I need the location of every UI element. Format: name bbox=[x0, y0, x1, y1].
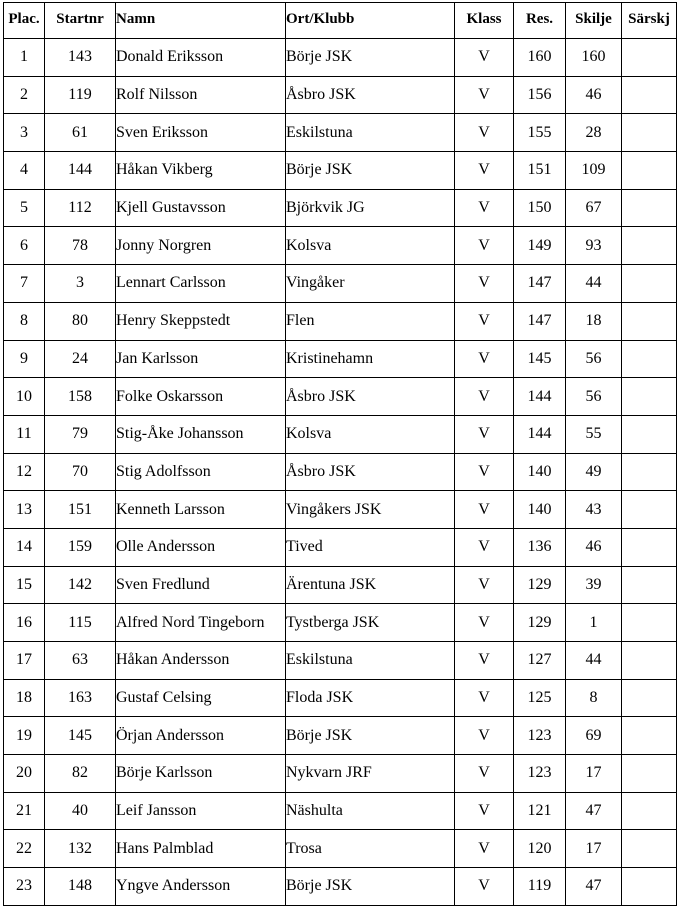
cell-namn: Hans Palmblad bbox=[116, 830, 286, 868]
cell-klass: V bbox=[455, 717, 514, 755]
cell-klass: V bbox=[455, 453, 514, 491]
cell-plac: 20 bbox=[4, 755, 45, 793]
cell-ort-klubb: Flen bbox=[286, 302, 455, 340]
cell-klass: V bbox=[455, 868, 514, 906]
table-row bbox=[4, 604, 677, 642]
cell-skilje: 69 bbox=[566, 717, 622, 755]
table-row bbox=[4, 76, 677, 114]
cell-klass: V bbox=[455, 265, 514, 303]
cell-res: 125 bbox=[514, 679, 566, 717]
cell-startnr: 115 bbox=[45, 604, 116, 642]
cell-sarskj bbox=[622, 792, 677, 830]
table-row bbox=[4, 152, 677, 190]
cell-namn: Håkan Vikberg bbox=[116, 152, 286, 190]
header-plac: Plac. bbox=[4, 3, 45, 39]
cell-skilje: 109 bbox=[566, 152, 622, 190]
table-row bbox=[4, 189, 677, 227]
cell-sarskj bbox=[622, 340, 677, 378]
cell-skilje: 160 bbox=[566, 39, 622, 77]
cell-startnr: 40 bbox=[45, 792, 116, 830]
cell-startnr: 63 bbox=[45, 642, 116, 680]
cell-startnr: 163 bbox=[45, 679, 116, 717]
cell-plac: 19 bbox=[4, 717, 45, 755]
cell-sarskj bbox=[622, 378, 677, 416]
cell-namn: Leif Jansson bbox=[116, 792, 286, 830]
cell-sarskj bbox=[622, 152, 677, 190]
cell-ort-klubb: Nykvarn JRF bbox=[286, 755, 455, 793]
cell-res: 147 bbox=[514, 265, 566, 303]
table-row bbox=[4, 528, 677, 566]
cell-klass: V bbox=[455, 491, 514, 529]
table-row bbox=[4, 39, 677, 77]
cell-plac: 23 bbox=[4, 868, 45, 906]
cell-skilje: 47 bbox=[566, 868, 622, 906]
cell-startnr: 142 bbox=[45, 566, 116, 604]
cell-startnr: 24 bbox=[45, 340, 116, 378]
table-row bbox=[4, 792, 677, 830]
cell-res: 127 bbox=[514, 642, 566, 680]
cell-startnr: 132 bbox=[45, 830, 116, 868]
cell-skilje: 18 bbox=[566, 302, 622, 340]
cell-ort-klubb: Floda JSK bbox=[286, 679, 455, 717]
cell-namn: Sven Fredlund bbox=[116, 566, 286, 604]
cell-ort-klubb: Vingåkers JSK bbox=[286, 491, 455, 529]
cell-plac: 4 bbox=[4, 152, 45, 190]
cell-plac: 17 bbox=[4, 642, 45, 680]
header-namn: Namn bbox=[116, 3, 286, 39]
cell-klass: V bbox=[455, 76, 514, 114]
cell-ort-klubb: Åsbro JSK bbox=[286, 378, 455, 416]
cell-skilje: 44 bbox=[566, 265, 622, 303]
cell-klass: V bbox=[455, 189, 514, 227]
cell-sarskj bbox=[622, 453, 677, 491]
cell-res: 123 bbox=[514, 717, 566, 755]
cell-res: 136 bbox=[514, 528, 566, 566]
cell-skilje: 44 bbox=[566, 642, 622, 680]
cell-sarskj bbox=[622, 830, 677, 868]
cell-plac: 9 bbox=[4, 340, 45, 378]
table-row bbox=[4, 868, 677, 906]
cell-namn: Sven Eriksson bbox=[116, 114, 286, 152]
cell-klass: V bbox=[455, 830, 514, 868]
cell-plac: 21 bbox=[4, 792, 45, 830]
cell-sarskj bbox=[622, 491, 677, 529]
cell-namn: Yngve Andersson bbox=[116, 868, 286, 906]
cell-res: 149 bbox=[514, 227, 566, 265]
cell-startnr: 151 bbox=[45, 491, 116, 529]
cell-res: 144 bbox=[514, 415, 566, 453]
cell-ort-klubb: Vingåker bbox=[286, 265, 455, 303]
cell-namn: Örjan Andersson bbox=[116, 717, 286, 755]
table-row bbox=[4, 717, 677, 755]
cell-skilje: 28 bbox=[566, 114, 622, 152]
cell-namn: Stig-Åke Johansson bbox=[116, 415, 286, 453]
header-ort-klubb: Ort/Klubb bbox=[286, 3, 455, 39]
cell-namn: Jonny Norgren bbox=[116, 227, 286, 265]
cell-sarskj bbox=[622, 755, 677, 793]
cell-startnr: 112 bbox=[45, 189, 116, 227]
cell-ort-klubb: Åsbro JSK bbox=[286, 453, 455, 491]
header-row bbox=[4, 3, 677, 39]
table-row bbox=[4, 415, 677, 453]
table-row bbox=[4, 830, 677, 868]
table-row bbox=[4, 755, 677, 793]
cell-namn: Gustaf Celsing bbox=[116, 679, 286, 717]
cell-ort-klubb: Tystberga JSK bbox=[286, 604, 455, 642]
cell-ort-klubb: Kolsva bbox=[286, 415, 455, 453]
cell-klass: V bbox=[455, 378, 514, 416]
cell-res: 155 bbox=[514, 114, 566, 152]
cell-res: 120 bbox=[514, 830, 566, 868]
cell-startnr: 79 bbox=[45, 415, 116, 453]
cell-startnr: 158 bbox=[45, 378, 116, 416]
table-row bbox=[4, 642, 677, 680]
cell-namn: Henry Skeppstedt bbox=[116, 302, 286, 340]
cell-skilje: 67 bbox=[566, 189, 622, 227]
cell-plac: 8 bbox=[4, 302, 45, 340]
cell-res: 147 bbox=[514, 302, 566, 340]
cell-namn: Håkan Andersson bbox=[116, 642, 286, 680]
cell-klass: V bbox=[455, 755, 514, 793]
cell-klass: V bbox=[455, 566, 514, 604]
cell-namn: Kenneth Larsson bbox=[116, 491, 286, 529]
cell-startnr: 80 bbox=[45, 302, 116, 340]
cell-sarskj bbox=[622, 604, 677, 642]
cell-res: 129 bbox=[514, 604, 566, 642]
cell-klass: V bbox=[455, 302, 514, 340]
cell-klass: V bbox=[455, 340, 514, 378]
table-header bbox=[4, 3, 677, 39]
cell-skilje: 55 bbox=[566, 415, 622, 453]
cell-startnr: 3 bbox=[45, 265, 116, 303]
cell-klass: V bbox=[455, 792, 514, 830]
cell-ort-klubb: Björkvik JG bbox=[286, 189, 455, 227]
cell-plac: 6 bbox=[4, 227, 45, 265]
cell-plac: 5 bbox=[4, 189, 45, 227]
cell-res: 140 bbox=[514, 491, 566, 529]
cell-skilje: 43 bbox=[566, 491, 622, 529]
cell-res: 144 bbox=[514, 378, 566, 416]
cell-res: 121 bbox=[514, 792, 566, 830]
cell-sarskj bbox=[622, 265, 677, 303]
cell-sarskj bbox=[622, 566, 677, 604]
table-row bbox=[4, 114, 677, 152]
cell-namn: Rolf Nilsson bbox=[116, 76, 286, 114]
cell-ort-klubb: Kolsva bbox=[286, 227, 455, 265]
cell-klass: V bbox=[455, 642, 514, 680]
cell-plac: 1 bbox=[4, 39, 45, 77]
cell-res: 151 bbox=[514, 152, 566, 190]
header-skilje: Skilje bbox=[566, 3, 622, 39]
header-sarskj: Särskj bbox=[622, 3, 677, 39]
cell-ort-klubb: Eskilstuna bbox=[286, 114, 455, 152]
cell-res: 119 bbox=[514, 868, 566, 906]
cell-startnr: 143 bbox=[45, 39, 116, 77]
cell-ort-klubb: Börje JSK bbox=[286, 39, 455, 77]
cell-plac: 2 bbox=[4, 76, 45, 114]
cell-klass: V bbox=[455, 152, 514, 190]
cell-startnr: 70 bbox=[45, 453, 116, 491]
cell-namn: Lennart Carlsson bbox=[116, 265, 286, 303]
cell-sarskj bbox=[622, 189, 677, 227]
cell-plac: 7 bbox=[4, 265, 45, 303]
cell-klass: V bbox=[455, 114, 514, 152]
cell-ort-klubb: Näshulta bbox=[286, 792, 455, 830]
cell-skilje: 47 bbox=[566, 792, 622, 830]
cell-plac: 10 bbox=[4, 378, 45, 416]
header-klass: Klass bbox=[455, 3, 514, 39]
cell-skilje: 46 bbox=[566, 76, 622, 114]
table-row bbox=[4, 302, 677, 340]
table-row bbox=[4, 491, 677, 529]
cell-plac: 13 bbox=[4, 491, 45, 529]
cell-res: 129 bbox=[514, 566, 566, 604]
cell-namn: Olle Andersson bbox=[116, 528, 286, 566]
cell-skilje: 17 bbox=[566, 830, 622, 868]
cell-sarskj bbox=[622, 302, 677, 340]
cell-plac: 3 bbox=[4, 114, 45, 152]
table-body bbox=[4, 39, 677, 906]
cell-plac: 11 bbox=[4, 415, 45, 453]
cell-sarskj bbox=[622, 528, 677, 566]
cell-skilje: 8 bbox=[566, 679, 622, 717]
cell-skilje: 93 bbox=[566, 227, 622, 265]
cell-namn: Jan Karlsson bbox=[116, 340, 286, 378]
cell-skilje: 49 bbox=[566, 453, 622, 491]
table-row bbox=[4, 340, 677, 378]
cell-startnr: 119 bbox=[45, 76, 116, 114]
cell-plac: 18 bbox=[4, 679, 45, 717]
cell-sarskj bbox=[622, 717, 677, 755]
cell-sarskj bbox=[622, 868, 677, 906]
table-row bbox=[4, 453, 677, 491]
cell-klass: V bbox=[455, 604, 514, 642]
cell-sarskj bbox=[622, 39, 677, 77]
cell-klass: V bbox=[455, 528, 514, 566]
cell-ort-klubb: Eskilstuna bbox=[286, 642, 455, 680]
cell-ort-klubb: Börje JSK bbox=[286, 868, 455, 906]
cell-ort-klubb: Ärentuna JSK bbox=[286, 566, 455, 604]
table-row bbox=[4, 566, 677, 604]
results-table bbox=[3, 2, 677, 906]
table-row bbox=[4, 378, 677, 416]
cell-skilje: 1 bbox=[566, 604, 622, 642]
cell-res: 140 bbox=[514, 453, 566, 491]
cell-namn: Kjell Gustavsson bbox=[116, 189, 286, 227]
cell-namn: Börje Karlsson bbox=[116, 755, 286, 793]
cell-sarskj bbox=[622, 76, 677, 114]
cell-startnr: 82 bbox=[45, 755, 116, 793]
cell-namn: Folke Oskarsson bbox=[116, 378, 286, 416]
cell-sarskj bbox=[622, 642, 677, 680]
cell-plac: 14 bbox=[4, 528, 45, 566]
cell-sarskj bbox=[622, 227, 677, 265]
cell-ort-klubb: Kristinehamn bbox=[286, 340, 455, 378]
cell-startnr: 61 bbox=[45, 114, 116, 152]
cell-plac: 22 bbox=[4, 830, 45, 868]
cell-skilje: 39 bbox=[566, 566, 622, 604]
cell-skilje: 56 bbox=[566, 340, 622, 378]
cell-res: 145 bbox=[514, 340, 566, 378]
cell-res: 150 bbox=[514, 189, 566, 227]
cell-ort-klubb: Åsbro JSK bbox=[286, 76, 455, 114]
cell-startnr: 148 bbox=[45, 868, 116, 906]
cell-namn: Donald Eriksson bbox=[116, 39, 286, 77]
cell-skilje: 17 bbox=[566, 755, 622, 793]
cell-sarskj bbox=[622, 415, 677, 453]
header-startnr: Startnr bbox=[45, 3, 116, 39]
cell-ort-klubb: Börje JSK bbox=[286, 152, 455, 190]
cell-ort-klubb: Tived bbox=[286, 528, 455, 566]
cell-startnr: 78 bbox=[45, 227, 116, 265]
cell-ort-klubb: Trosa bbox=[286, 830, 455, 868]
cell-plac: 16 bbox=[4, 604, 45, 642]
cell-skilje: 56 bbox=[566, 378, 622, 416]
cell-plac: 12 bbox=[4, 453, 45, 491]
header-res: Res. bbox=[514, 3, 566, 39]
cell-ort-klubb: Börje JSK bbox=[286, 717, 455, 755]
cell-klass: V bbox=[455, 679, 514, 717]
cell-sarskj bbox=[622, 679, 677, 717]
table-row bbox=[4, 679, 677, 717]
cell-klass: V bbox=[455, 227, 514, 265]
table-row bbox=[4, 265, 677, 303]
table-row bbox=[4, 227, 677, 265]
cell-namn: Stig Adolfsson bbox=[116, 453, 286, 491]
cell-plac: 15 bbox=[4, 566, 45, 604]
cell-klass: V bbox=[455, 415, 514, 453]
cell-skilje: 46 bbox=[566, 528, 622, 566]
cell-res: 123 bbox=[514, 755, 566, 793]
cell-sarskj bbox=[622, 114, 677, 152]
cell-startnr: 159 bbox=[45, 528, 116, 566]
cell-namn: Alfred Nord Tingeborn bbox=[116, 604, 286, 642]
cell-klass: V bbox=[455, 39, 514, 77]
cell-res: 156 bbox=[514, 76, 566, 114]
cell-startnr: 144 bbox=[45, 152, 116, 190]
cell-startnr: 145 bbox=[45, 717, 116, 755]
cell-res: 160 bbox=[514, 39, 566, 77]
